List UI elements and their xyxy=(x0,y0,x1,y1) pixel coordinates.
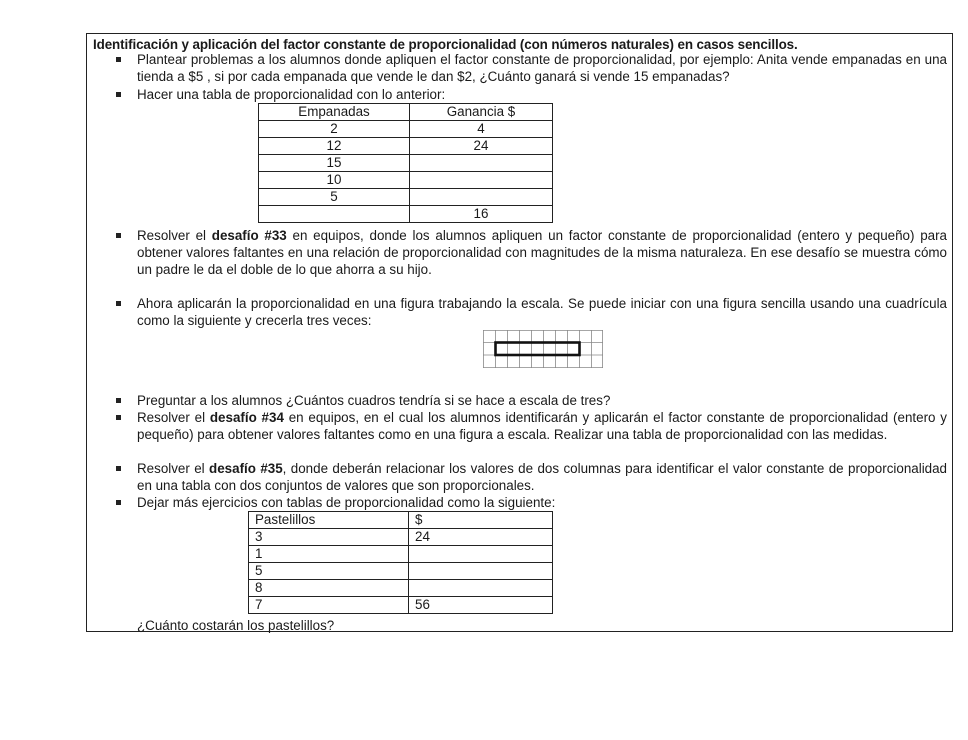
bullet-preguntar: Preguntar a los alumnos ¿Cuántos cuadros tendría si se hace a escala de tres? xyxy=(137,393,611,408)
desafio-label: desafío #33 xyxy=(211,228,287,243)
bullet-dejar-ejercicios: Dejar más ejercicios con tablas de proporcionalidad como la siguiente: xyxy=(137,495,556,510)
bullet-hacer-tabla: Hacer una tabla de proporcionalidad con lo anterior: xyxy=(137,87,446,102)
table-cell: 3 xyxy=(249,529,409,546)
table-cell: 2 xyxy=(259,121,410,138)
bullet-text: , donde deberán relacionar los valores de dos columnas para identificar el valor constante de proporcionalidad en una tabla con dos conjuntos de valores que son proporcionales. xyxy=(137,461,948,493)
table-header: $ xyxy=(409,512,553,529)
desafio-label: desafío #34 xyxy=(209,410,284,425)
table-cell xyxy=(409,546,553,563)
table-cell xyxy=(410,155,553,172)
table-cell: 10 xyxy=(259,172,410,189)
bullet-text: en equipos, en el cual los alumnos identificarán y aplicarán el factor constante de proporcionalidad (entero y pequeño) para obtener valores faltantes como en una figura a escala. Realizar una tabla de proporcionalidad con las medidas. xyxy=(137,410,947,442)
table-row xyxy=(259,189,553,206)
bullet-plantear: Plantear problemas a los alumnos donde apliquen el factor constante de proporcionalidad, por ejemplo: Anita vende empanadas en una tienda a $5 , si por cada empanada que vende le dan $2, ¿Cuánto ganará si vende 15 empanadas? xyxy=(137,52,947,84)
table-cell: 5 xyxy=(249,563,409,580)
table-cell: 12 xyxy=(259,138,410,155)
table-row xyxy=(259,206,553,223)
table-row xyxy=(249,580,553,597)
table-row xyxy=(249,529,553,546)
table-cell: 4 xyxy=(410,121,553,138)
table-cell xyxy=(409,580,553,597)
table-row xyxy=(259,172,553,189)
bullet-marker xyxy=(116,466,121,471)
table-cell xyxy=(410,189,553,206)
table-row xyxy=(259,155,553,172)
bullet-marker xyxy=(116,500,121,505)
table-cell: 7 xyxy=(249,597,409,614)
bullet-text: Resolver el xyxy=(137,410,210,425)
table-cell: 8 xyxy=(249,580,409,597)
bullet-marker xyxy=(116,57,121,62)
table-header: Empanadas xyxy=(259,104,410,121)
empanadas-table xyxy=(258,103,553,223)
table-cell: 24 xyxy=(410,138,553,155)
table-cell: 16 xyxy=(410,206,553,223)
table-cell: 56 xyxy=(409,597,553,614)
bullet-text: en equipos, donde los alumnos apliquen un factor constante de proporcionalidad (entero y pequeño) para obtener valores faltantes en una relación de proporcionalidad con magnitudes de la misma naturaleza. En ese desafío se muestra cómo un padre le da el doble de lo que ahorra a su hijo. xyxy=(137,228,947,277)
table-row xyxy=(259,138,553,155)
table-cell xyxy=(259,206,410,223)
table-header: Pastelillos xyxy=(249,512,409,529)
table-row xyxy=(249,546,553,563)
table-row xyxy=(259,121,553,138)
bullet-marker xyxy=(116,398,121,403)
table-cell: 1 xyxy=(249,546,409,563)
scale-grid-figure xyxy=(483,330,603,368)
lesson-heading: Identificación y aplicación del factor constante de proporcionalidad (con números naturales) en casos sencillos. xyxy=(93,37,798,52)
bullet-marker xyxy=(116,415,121,420)
rectangle-figure xyxy=(496,343,580,356)
desafio-label: desafío #35 xyxy=(209,461,283,476)
bullet-marker xyxy=(116,301,121,306)
bullet-escala: Ahora aplicarán la proporcionalidad en una figura trabajando la escala. Se puede iniciar con una figura sencilla usando una cuadrícula como la siguiente y crecerla tres veces: xyxy=(137,296,947,328)
table-cell xyxy=(410,172,553,189)
table-row xyxy=(249,597,553,614)
bullet-desafio-35 xyxy=(137,460,947,494)
table-header: Ganancia $ xyxy=(410,104,553,121)
closing-question: ¿Cuánto costarán los pastelillos? xyxy=(137,618,335,633)
lesson-frame xyxy=(86,33,953,632)
bullet-text: Resolver el xyxy=(137,228,212,243)
bullet-marker xyxy=(116,92,121,97)
bullet-desafio-33 xyxy=(137,227,947,278)
bullet-text: Resolver el xyxy=(137,461,210,476)
table-cell xyxy=(409,563,553,580)
table-cell: 24 xyxy=(409,529,553,546)
table-cell: 5 xyxy=(259,189,410,206)
pastelillos-table xyxy=(248,511,553,614)
bullet-marker xyxy=(116,233,121,238)
table-cell: 15 xyxy=(259,155,410,172)
bullet-desafio-34 xyxy=(137,409,947,443)
table-row xyxy=(249,563,553,580)
